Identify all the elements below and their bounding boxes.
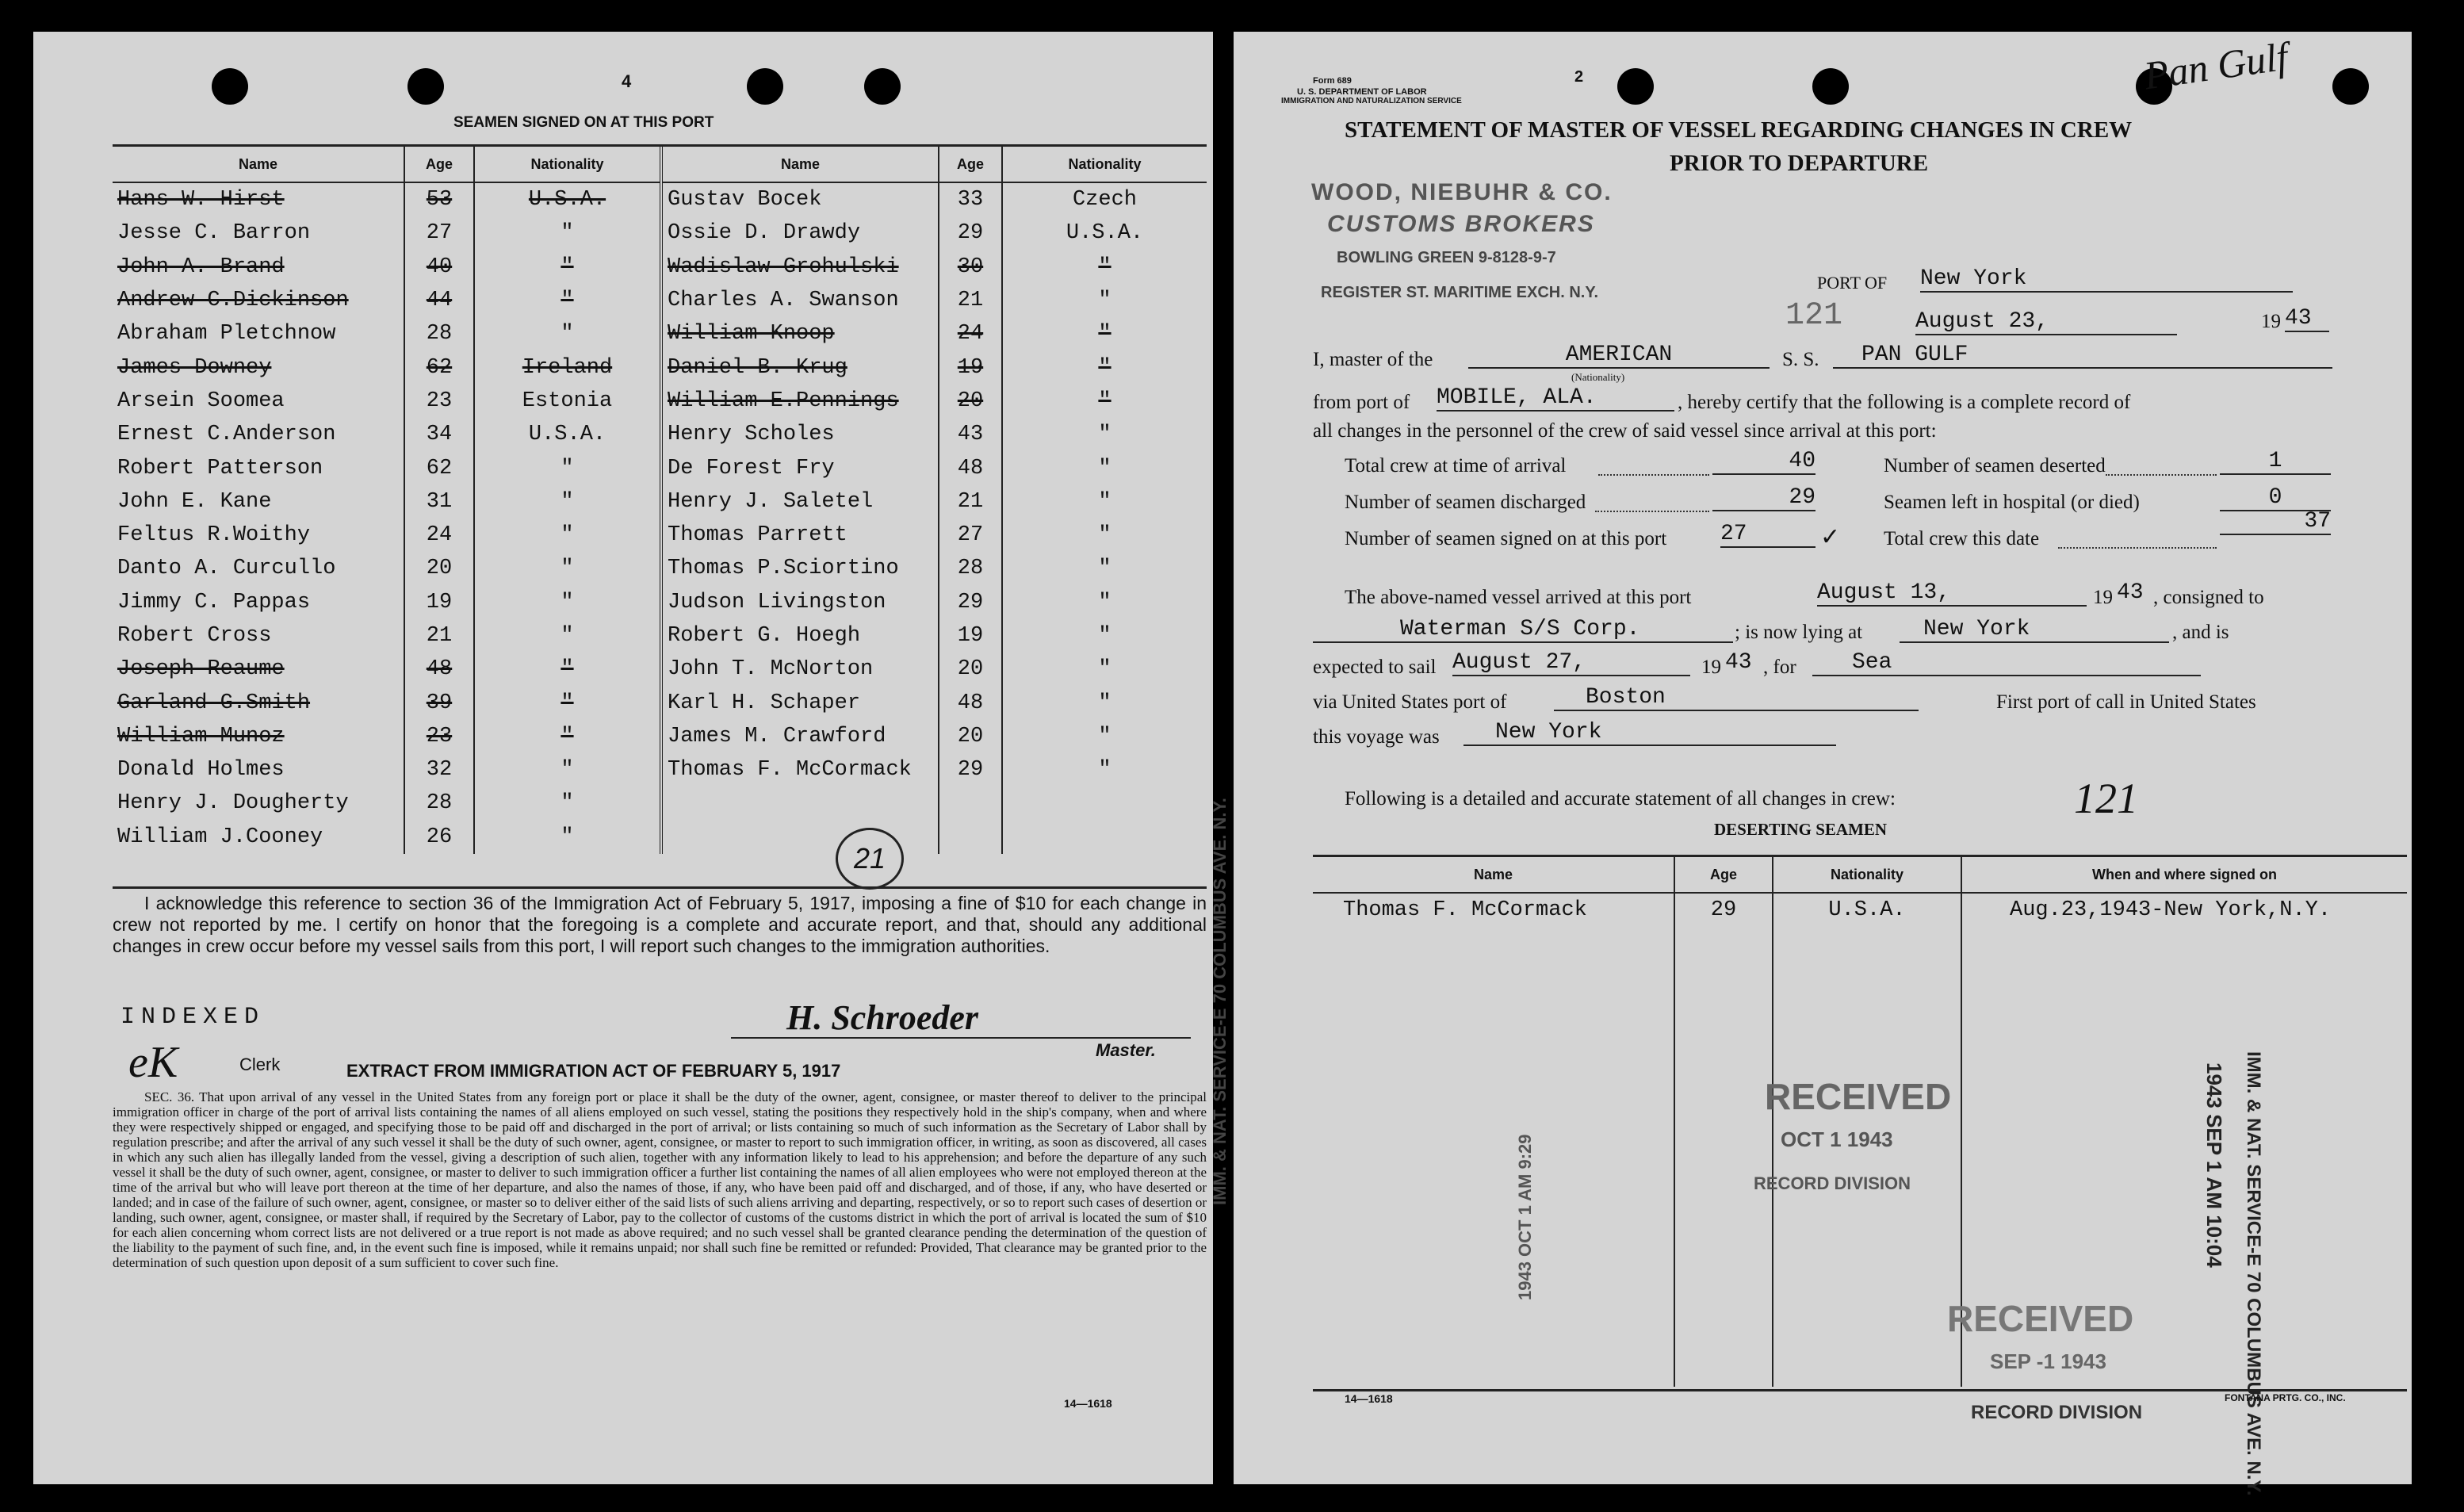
crew-age: 30 [939, 251, 1002, 284]
total-crew-date-value: 37 [2220, 509, 2331, 535]
crew-name: Robert G. Hoegh [661, 619, 939, 653]
crew-age: 33 [939, 182, 1002, 216]
crew-nationality: " [1002, 519, 1207, 552]
received-stamp: RECEIVED [1947, 1298, 2134, 1339]
crew-nationality: " [474, 753, 661, 787]
deserter-age: 29 [1674, 893, 1773, 927]
col-header-name: Name [113, 147, 404, 182]
crew-nationality [1002, 821, 1207, 854]
crew-nationality: " [474, 251, 661, 284]
crew-name: Joseph Reaume [117, 657, 285, 682]
col-header-when-where: When and where signed on [1961, 857, 2407, 893]
year-prefix: 19 [2261, 311, 2281, 332]
crew-nationality: U.S.A. [474, 182, 661, 216]
crew-name: Arsein Soomea [117, 389, 285, 413]
crew-nationality: " [1002, 720, 1207, 753]
crew-name: James M. Crawford [661, 720, 939, 753]
crew-name [661, 787, 939, 820]
leader-dots [2058, 547, 2217, 549]
form-subtitle: PRIOR TO DEPARTURE [1670, 151, 1929, 176]
crew-age: 24 [404, 519, 474, 552]
received-stamp-date: SEP -1 1943 [1990, 1349, 2106, 1373]
page-number: 4 [622, 71, 632, 91]
arrived-label: The above-named vessel arrived at this port [1345, 587, 1692, 608]
crew-nationality: " [474, 552, 661, 585]
crew-name: Henry J. Dougherty [117, 791, 349, 816]
nationality-value: AMERICAN [1468, 343, 1770, 369]
voyage-label: this voyage was [1313, 726, 1440, 748]
crew-name: Abraham Pletchnow [117, 322, 336, 346]
form-code: 14—1618 [1064, 1397, 1112, 1410]
crew-name: Charles A. Swanson [661, 284, 939, 317]
stamp-number: 121 [1785, 298, 1843, 334]
crew-age: 39 [404, 686, 474, 719]
table-row [113, 552, 1207, 585]
following-label: Following is a detailed and accurate statement of all changes in crew: [1345, 788, 1896, 810]
service-name: IMMIGRATION AND NATURALIZATION SERVICE [1281, 97, 1462, 105]
via-label: via United States port of [1313, 691, 1507, 713]
crew-nationality: " [1002, 317, 1207, 350]
clerk-initials: eK [128, 1038, 178, 1087]
crew-age: 19 [939, 619, 1002, 653]
total-crew-date-label: Total crew this date [1884, 528, 2040, 549]
table-bottom-rule [113, 886, 1207, 889]
table-row [113, 619, 1207, 653]
handwritten-ship-name: Pan Gulf [2141, 33, 2290, 98]
check-mark-icon: ✓ [1820, 523, 1841, 551]
crew-age: 23 [404, 385, 474, 418]
signed-on-value: 27 [1720, 522, 1815, 548]
broker-stamp-line: BOWLING GREEN 9-8128-9-7 [1337, 249, 1556, 266]
received-stamp-date: OCT 1 1943 [1781, 1127, 1893, 1151]
left-page [33, 32, 1213, 1484]
broker-stamp-line: CUSTOMS BROKERS [1327, 211, 1595, 237]
crew-age: 29 [939, 586, 1002, 619]
crew-name: Robert Patterson [117, 456, 323, 480]
crew-name: Jimmy C. Pappas [117, 590, 311, 614]
crew-age: 31 [404, 485, 474, 519]
crew-nationality: " [1002, 485, 1207, 519]
broker-stamp-line: REGISTER ST. MARITIME EXCH. N.Y. [1321, 284, 1599, 301]
section-title: SEAMEN SIGNED ON AT THIS PORT [453, 114, 714, 131]
immigration-stamp: IMM. & NAT. SERVICE-E 70 COLUMBUS AVE. N.Y. [1210, 798, 1230, 1205]
clerk-label: Clerk [239, 1055, 281, 1074]
crew-name: Henry J. Saletel [661, 485, 939, 519]
crew-age: 24 [939, 317, 1002, 350]
page-number: 2 [1574, 68, 1584, 86]
master-signature: H. Schroeder [786, 998, 978, 1037]
crew-age [939, 787, 1002, 820]
deserted-label: Number of seamen deserted [1884, 455, 2106, 477]
crew-nationality: U.S.A. [1002, 216, 1207, 250]
col-header-age: Age [939, 147, 1002, 182]
form-title: STATEMENT OF MASTER OF VESSEL REGARDING CHANGES IN CREW [1345, 117, 2133, 143]
from-port-label: from port of [1313, 392, 1410, 413]
table-row [113, 182, 1207, 216]
table-row [113, 451, 1207, 484]
col-header-nationality: Nationality [1773, 857, 1961, 893]
form-number: Form 689 [1313, 76, 1352, 86]
crew-nationality: " [1002, 552, 1207, 585]
crew-nationality: " [474, 821, 661, 854]
crew-nationality: " [474, 519, 661, 552]
year-prefix: 19 [2093, 587, 2113, 608]
crew-nationality: " [1002, 653, 1207, 686]
crew-nationality: " [474, 485, 661, 519]
table-row [113, 586, 1207, 619]
crew-nationality: " [474, 653, 661, 686]
crew-age: 48 [939, 451, 1002, 484]
crew-age: 29 [939, 216, 1002, 250]
certify-text-2: all changes in the personnel of the crew of said vessel since arrival at this port: [1313, 420, 1937, 442]
table-row [113, 720, 1207, 753]
table-row [113, 821, 1207, 854]
crew-nationality: " [1002, 586, 1207, 619]
crew-age: 28 [404, 317, 474, 350]
crew-age: 28 [939, 552, 1002, 585]
crew-name: Jesse C. Barron [117, 221, 311, 246]
immigration-stamp-date: 1943 OCT 1 AM 9:29 [1515, 1134, 1535, 1300]
received-stamp: RECEIVED [1765, 1076, 1952, 1117]
year-prefix: 19 [1701, 656, 1721, 678]
crew-nationality: " [1002, 284, 1207, 317]
crew-nationality: " [1002, 251, 1207, 284]
crew-age: 21 [939, 485, 1002, 519]
sail-year: 43 [1725, 650, 1752, 675]
ship-name-value: PAN GULF [1833, 343, 2332, 369]
crew-nationality: " [1002, 385, 1207, 418]
from-port-value: MOBILE, ALA. [1437, 385, 1674, 411]
col-header-name: Name [661, 147, 939, 182]
table-row [113, 787, 1207, 820]
crew-nationality: " [1002, 619, 1207, 653]
crew-age: 53 [404, 182, 474, 216]
deserter-name: Thomas F. McCormack [1343, 898, 1587, 923]
table-row [113, 653, 1207, 686]
table-row [113, 418, 1207, 451]
crew-age: 32 [404, 753, 474, 787]
lying-label: ; is now lying at [1735, 622, 1863, 643]
table-row [1313, 893, 2407, 927]
crew-name: John A. Brand [117, 255, 285, 279]
crew-nationality: " [474, 619, 661, 653]
col-header-nationality: Nationality [474, 147, 661, 182]
consignee-value: Waterman S/S Corp. [1313, 617, 1733, 643]
handwritten-121: 121 [2074, 775, 2138, 822]
leader-dots [2106, 474, 2217, 476]
crew-name: Ernest C.Anderson [117, 423, 336, 447]
crew-name: Robert Cross [117, 624, 272, 648]
signed-on-label: Number of seamen signed on at this port [1345, 528, 1667, 549]
table-row [113, 251, 1207, 284]
crew-name: William Munoz [117, 724, 285, 748]
crew-nationality: " [474, 284, 661, 317]
punch-hole [1812, 68, 1849, 105]
crew-name: Gustav Bocek [661, 182, 939, 216]
record-division-stamp: RECORD DIVISION [1971, 1402, 2143, 1423]
deserting-title: DESERTING SEAMEN [1714, 820, 1888, 839]
table-row [113, 216, 1207, 250]
crew-nationality: Estonia [474, 385, 661, 418]
crew-age: 19 [939, 350, 1002, 384]
arrived-year: 43 [2117, 580, 2144, 605]
deserter-signed-on: Aug.23,1943-New York,N.Y. [1961, 893, 2407, 927]
hospital-value: 0 [2220, 485, 2331, 511]
year-value: 43 [2285, 306, 2329, 332]
table-row [113, 317, 1207, 350]
crew-age: 44 [404, 284, 474, 317]
crew-name: Feltus R.Woithy [117, 523, 311, 548]
crew-name: Daniel B. Krug [661, 350, 939, 384]
crew-age: 21 [404, 619, 474, 653]
crew-name: Hans W. Hirst [117, 188, 285, 212]
right-page [1210, 32, 2412, 1496]
master-of-label: I, master of the [1313, 349, 1433, 370]
extract-title: EXTRACT FROM IMMIGRATION ACT OF FEBRUARY 5, 1917 [346, 1061, 841, 1081]
record-division-stamp: RECORD DIVISION [1754, 1173, 1911, 1193]
and-is-label: , and is [2172, 622, 2229, 643]
crew-age: 40 [404, 251, 474, 284]
crew-age: 23 [404, 720, 474, 753]
crew-nationality: " [474, 787, 661, 820]
crew-name: Henry Scholes [661, 418, 939, 451]
col-header-nationality: Nationality [1002, 147, 1207, 182]
crew-name: James Downey [117, 355, 272, 380]
crew-age: 62 [404, 350, 474, 384]
crew-name: William E.Pennings [661, 385, 939, 418]
total-crew-arrival-label: Total crew at time of arrival [1345, 455, 1567, 477]
crew-nationality [1002, 787, 1207, 820]
printer-name: FONTANA PRTG. CO., INC. [2225, 1392, 2346, 1403]
punch-hole [407, 68, 444, 105]
lying-at-value: New York [1900, 617, 2169, 643]
deserter-nationality: U.S.A. [1773, 893, 1961, 927]
crew-nationality: " [1002, 686, 1207, 719]
crew-name: Thomas P.Sciortino [661, 552, 939, 585]
crew-nationality: " [474, 586, 661, 619]
crew-name: Judson Livingston [661, 586, 939, 619]
hospital-label: Seamen left in hospital (or died) [1884, 492, 2140, 513]
via-port-value: Boston [1554, 685, 1919, 711]
indexed-stamp: INDEXED [121, 1004, 266, 1031]
crew-age: 19 [404, 586, 474, 619]
punch-hole [212, 68, 248, 105]
crew-age: 43 [939, 418, 1002, 451]
signature-line [731, 1037, 1191, 1039]
certify-text: , hereby certify that the following is a complete record of [1678, 392, 2131, 413]
crew-nationality: " [1002, 753, 1207, 787]
discharged-label: Number of seamen discharged [1345, 492, 1586, 513]
circled-count: 21 [836, 828, 904, 890]
crew-age: 62 [404, 451, 474, 484]
crew-age: 27 [404, 216, 474, 250]
crew-name: Karl H. Schaper [661, 686, 939, 719]
col-header-age: Age [1674, 857, 1773, 893]
nationality-label: (Nationality) [1571, 371, 1625, 383]
crew-nationality: U.S.A. [474, 418, 661, 451]
expected-label: expected to sail [1313, 656, 1437, 678]
date-value: August 23, [1915, 309, 2177, 335]
crew-nationality: " [474, 686, 661, 719]
crew-age: 26 [404, 821, 474, 854]
col-header-name: Name [1313, 857, 1674, 893]
master-label: Master. [1096, 1040, 1156, 1060]
table-row [113, 350, 1207, 384]
deserted-value: 1 [2220, 449, 2331, 475]
leader-dots [1598, 474, 1709, 476]
crew-age: 34 [404, 418, 474, 451]
punch-hole [747, 68, 783, 105]
port-of-label: PORT OF [1817, 273, 1888, 293]
punch-hole [864, 68, 901, 105]
arrived-date: August 13, [1817, 580, 2087, 607]
crew-nationality: Ireland [474, 350, 661, 384]
crew-nationality: " [474, 720, 661, 753]
crew-age: 20 [404, 552, 474, 585]
crew-name: Ossie D. Drawdy [661, 216, 939, 250]
crew-nationality: " [1002, 350, 1207, 384]
crew-name: Garland G.Smith [117, 691, 311, 715]
crew-name: Danto A. Curcullo [117, 557, 336, 581]
crew-age [939, 821, 1002, 854]
table-row [113, 519, 1207, 552]
table-row [113, 753, 1207, 787]
crew-age: 20 [939, 653, 1002, 686]
sail-date: August 27, [1452, 650, 1690, 676]
extract-text: SEC. 36. That upon arrival of any vessel in the United States from any foreign port or place it shall be the duty of the owner, agent, consignee, or master thereof to deliver to the principal immigration officer in charge of the port of arrival lists containing the names of all aliens employed on such vessel, stating the positions they respectively hold in the ship's company, when and where they were respectively shipped or engaged, and specifying those to be paid off and discharged in the port of arrival; or lists containing so much of such information as the Secretary of Labor shall by regulation prescribe; and after the arrival of any such vessel it shall be the duty of such owner, agent, consignee, or master to report to such immigration officer, in writing, as soon as discovered, all cases in which any such alien has illegally landed from the vessel, giving a description of such alien, together with any information likely to lead to his apprehension; and before the departure of any such vessel it shall be the duty of such owner, agent, consignee, or master to deliver to such immigration officer a further list containing the names of all alien employees who were not employed thereon at the time of the arrival but who will leave port thereon at the time of her departure, and also the names of those, if any, who have been paid off and discharged, and of those, if any, who have deserted or landed; and in case of the failure of such owner, agent, consignee, or master so to deliver either of the said lists of such aliens arriving and departing, respectively, or so to report such cases of desertion or landing, such owner, agent, consignee, or master shall, if required by the Secretary of Labor, pay to the collector of customs of the customs district in which the port of arrival is located the sum of $10 for each alien concerning whom correct lists are not delivered or a true report is not made as above required; and no such vessel shall be granted clearance pending the determination of the question of the liability to the payment of such fine, and, in the event such fine is imposed, while it remains unpaid; nor shall such fine be remitted or refunded: Provided, That clearance may be granted prior to the determination of such question upon deposit of a sum sufficient to cover such fine. [113, 1089, 1207, 1270]
leader-dots [1595, 511, 1709, 512]
port-of-value: New York [1920, 266, 2293, 293]
discharged-value: 29 [1712, 485, 1815, 511]
table-row [113, 686, 1207, 719]
sail-for-value: Sea [1812, 650, 2201, 676]
crew-name: Donald Holmes [117, 758, 285, 783]
crew-name: John T. McNorton [661, 653, 939, 686]
crew-age: 20 [939, 720, 1002, 753]
crew-name: William J.Cooney [117, 825, 323, 849]
crew-name: Wadislaw Grohulski [661, 251, 939, 284]
crew-nationality: " [474, 451, 661, 484]
first-port-value: New York [1463, 720, 1836, 746]
crew-age: 48 [404, 653, 474, 686]
table-row [113, 385, 1207, 418]
for-label: , for [1763, 656, 1796, 678]
crew-nationality: Czech [1002, 182, 1207, 216]
crew-name: Andrew C.Dickinson [117, 289, 349, 313]
punch-hole [1617, 68, 1654, 105]
col-header-age: Age [404, 147, 474, 182]
crew-age: 48 [939, 686, 1002, 719]
crew-nationality: " [1002, 418, 1207, 451]
crew-nationality: " [474, 216, 661, 250]
crew-age: 21 [939, 284, 1002, 317]
total-crew-arrival-value: 40 [1712, 449, 1815, 475]
broker-stamp-line: WOOD, NIEBUHR & CO. [1311, 179, 1613, 205]
crew-nationality: " [474, 317, 661, 350]
crew-nationality: " [1002, 451, 1207, 484]
form-code: 14—1618 [1345, 1392, 1393, 1405]
first-port-label: First port of call in United States [1996, 691, 2256, 713]
table-row [113, 485, 1207, 519]
crew-name: Thomas Parrett [661, 519, 939, 552]
ss-label: S. S. [1782, 349, 1819, 370]
immigration-stamp-date: 1943 SEP 1 AM 10:04 [2202, 1062, 2226, 1268]
table-row [113, 284, 1207, 317]
punch-hole [2332, 68, 2369, 105]
crew-age: 20 [939, 385, 1002, 418]
crew-name: Thomas F. McCormack [661, 753, 939, 787]
consigned-label: , consigned to [2153, 587, 2264, 608]
dept-name: U. S. DEPARTMENT OF LABOR [1297, 87, 1427, 97]
crew-age: 27 [939, 519, 1002, 552]
immigration-stamp: IMM. & NAT. SERVICE-E 70 COLUMBUS AVE. N.Y. [2243, 1051, 2264, 1496]
crew-name: William Knoop [661, 317, 939, 350]
crew-age: 29 [939, 753, 1002, 787]
acknowledgment-text: I acknowledge this reference to section 36 of the Immigration Act of February 5, 1917, imposing a fine of $10 for each change in crew not reported by me. I certify on honor that the foregoing is a complete and accurate report, and that, should any additional changes in crew occur before my vessel sails from this port, I will report such changes to the immigration authorities. [113, 893, 1207, 956]
crew-age: 28 [404, 787, 474, 820]
crew-name: John E. Kane [117, 489, 272, 514]
signed-on-table [113, 147, 1207, 854]
crew-name: De Forest Fry [661, 451, 939, 484]
